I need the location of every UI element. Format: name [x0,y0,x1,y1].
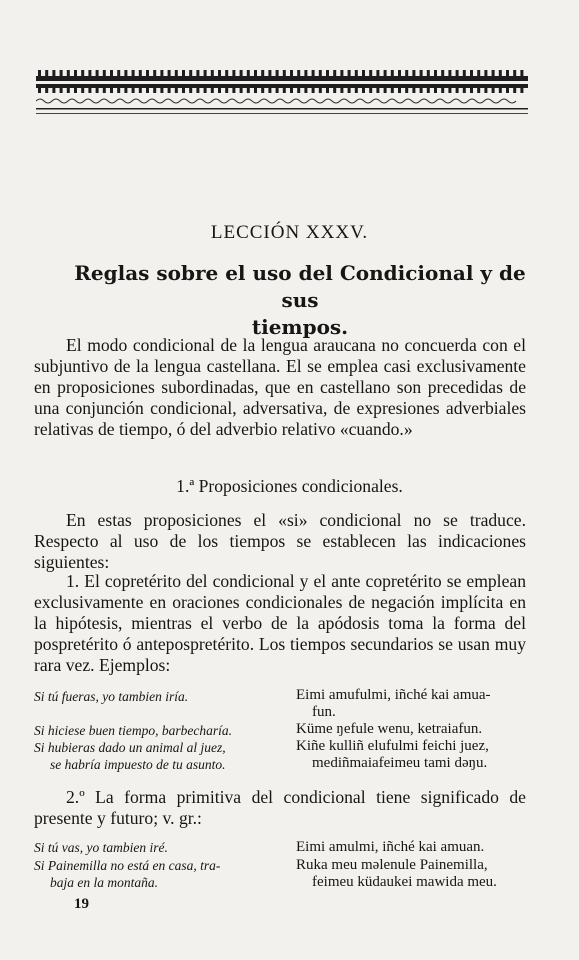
ornament-tick [333,88,336,93]
ornament-tick [283,70,286,76]
example-line: Si Painemilla no está en casa, tra- [34,858,221,873]
ornament-tick [153,70,156,76]
ornament-tick [463,88,466,93]
ornament-tick [499,88,502,93]
example-5-araucanian [296,857,526,891]
section-title-line-1: Reglas sobre el uso del Condicional y de sus [74,261,526,312]
ornament-tick [326,70,329,76]
ornament-tick [513,88,516,93]
ornament-tick [160,88,163,93]
conditional-paragraph: En estas proposiciones el «si» condicional no se traduce. Respecto al uso de los tiempos se establecen las indicaciones siguientes: [34,510,526,572]
ornament-tick [225,88,228,93]
ornament-tick [369,70,372,76]
example-line: Si tú fueras, yo tambien iría. [34,689,189,704]
ornament-tick [484,70,487,76]
ornament-tick [506,88,509,93]
ornament-tick [67,70,70,76]
ornament-tick [268,70,271,76]
ornament-tick [182,70,185,76]
ornament-tick [376,70,379,76]
ornament-tick [420,70,423,76]
ornament-tick [420,88,423,93]
ornament-tick [312,88,315,93]
ornament-tick [240,70,243,76]
ornament-tick [448,88,451,93]
ornament-tick [88,70,91,76]
ornament-tick [182,88,185,93]
lesson-title: LECCIÓN XXXV. [210,222,369,243]
ornament-tick [153,88,156,93]
ornament-tick [448,70,451,76]
example-1-spanish [34,688,284,705]
ornament-tick [362,70,365,76]
ornament-tick [261,88,264,93]
ornament-tick [456,70,459,76]
ornament-tick [398,70,401,76]
ornament-tick [132,70,135,76]
ornament-tick [441,88,444,93]
ornament-tick [520,70,523,76]
ornament-tick [398,88,401,93]
example-line: Eimi amufulmi, iñché kai amua- [296,687,491,703]
decorative-header-ornament [36,68,528,120]
ornament-tick [427,70,430,76]
ornament-tick [276,88,279,93]
ornament-tick [247,70,250,76]
ornament-tick [254,88,257,93]
ornament-tick [38,70,41,76]
ornament-tick [52,88,55,93]
ornament-tick [175,88,178,93]
ornament-tick [110,70,113,76]
subsection-title: 1.ª Proposiciones condicionales. [176,476,403,496]
example-2-araucanian [296,721,526,738]
ornament-tick [204,70,207,76]
intro-paragraph: El modo condicional de la lengua araucana no concuerda con el subjuntivo de la lengua castellana. El se emplea casi exclusivamente en proposiciones subordinadas, que en castellano son precedidas de una conjunción condicional, adversativa, de expresiones adverbiales relativas de tiempo, ó del adverbio relativo «cuando.» [34,335,526,439]
ornament-rule-2 [36,113,528,114]
example-line: Si tú vas, yo tambien iré. [34,840,168,855]
ornament-tick [218,70,221,76]
ornament-tick [297,88,300,93]
ornament-tick [60,70,63,76]
ornament-tick [412,88,415,93]
ornament-tick [434,88,437,93]
ornament-tick [74,88,77,93]
ornament-tick [290,88,293,93]
ornament-tick [261,70,264,76]
ornament-tick [376,88,379,93]
ornament-tick [117,70,120,76]
example-line: Si hubieras dado un animal al juez, [34,740,226,755]
ornament-tick [103,70,106,76]
ornament-tick [96,88,99,93]
example-line: Kiñe kulliñ elufulmi feichi juez, [296,738,489,754]
ornament-tick [470,70,473,76]
example-line: Ruka meu məlenule Painemilla, [296,857,488,873]
ornament-tick [45,70,48,76]
page-number: 19 [74,896,89,912]
ornament-tick [74,70,77,76]
ornament-tick [333,70,336,76]
ornament-tick [110,88,113,93]
ornament-tick [391,88,394,93]
ornament-tick [168,88,171,93]
ornament-tick [492,88,495,93]
ornament-tick [340,88,343,93]
ornament-tick [319,88,322,93]
ornament-wavy-line [36,99,516,103]
ornament-tick [348,88,351,93]
ornament-tick [67,88,70,93]
ornament-tick [225,70,228,76]
ornament-tick [88,88,91,93]
ornament-tick [218,88,221,93]
example-3-spanish [34,739,284,773]
example-line: mediñmaiafeimeu tami dəŋu. [312,755,488,771]
rule-2-paragraph: 2.º La forma primitiva del condicional tiene significado de presente y futuro; v. gr.: [34,787,526,828]
section-title [70,260,530,341]
ornament-tick [412,70,415,76]
ornament-tick [232,70,235,76]
ornament-tick [492,70,495,76]
ornament-tick [304,70,307,76]
example-line: baja en la montaña. [50,875,158,890]
ornament-tick [283,88,286,93]
ornament-tick [456,88,459,93]
ornament-tick [304,88,307,93]
ornament-tick [470,88,473,93]
ornament-tick [499,70,502,76]
ornament-tick [139,70,142,76]
ornament-tick [355,70,358,76]
ornament-tick [405,88,408,93]
example-line: Eimi amulmi, iñché kai amuan. [296,839,485,855]
ornament-tick [146,70,149,76]
ornament-tick [117,88,120,93]
ornament-tick [384,88,387,93]
ornament-tick [427,88,430,93]
ornament-tick [434,70,437,76]
example-line: Si hiciese buen tiempo, barbecharía. [34,723,232,738]
ornament-tick [211,70,214,76]
ornament-tick [268,88,271,93]
ornament-tick [441,70,444,76]
ornament-tick [196,88,199,93]
ornament-tick [513,70,516,76]
ornament-tick [463,70,466,76]
ornament-tick [312,70,315,76]
ornament-tick [45,88,48,93]
ornament-tick [477,88,480,93]
ornament-tick [175,70,178,76]
ornament-tick [247,88,250,93]
ornament-bottom-band [36,84,528,88]
ornament-tick [81,88,84,93]
example-5-spanish [34,857,284,891]
ornament-tick [124,70,127,76]
example-line: fun. [312,704,336,720]
example-4-araucanian [296,839,526,856]
ornament-tick [340,70,343,76]
ornament-tick [232,88,235,93]
ornament-tick [168,70,171,76]
ornament-tick [355,88,358,93]
example-1-araucanian [296,687,526,721]
example-line: Küme ŋefule wenu, ketraiafun. [296,721,483,737]
ornament-tick [319,70,322,76]
ornament-tick [52,70,55,76]
ornament-tick [240,88,243,93]
ornament-tick [81,70,84,76]
ornament-tick [196,70,199,76]
ornament-tick [189,70,192,76]
ornament-tick [160,70,163,76]
ornament-tick [384,70,387,76]
ornament-tick [290,70,293,76]
ornament-tick [204,88,207,93]
ornament-tick [362,88,365,93]
ornament-top-band [36,76,528,81]
ornament-tick [124,88,127,93]
ornament-tick [369,88,372,93]
ornament-tick [96,70,99,76]
ornament-tick [276,70,279,76]
ornament-tick [484,88,487,93]
ornament-tick [477,70,480,76]
ornament-tick [103,88,106,93]
example-4-spanish [34,839,284,856]
ornament-tick [139,88,142,93]
ornament-rule-1 [36,108,528,110]
ornament-tick [405,70,408,76]
ornament-tick [348,70,351,76]
ornament-tick [506,70,509,76]
rule-1-paragraph: 1. El copretérito del condicional y el ante copretérito se emplean exclusivamente en oraciones condicionales de negación implícita en la hipótesis, mientras el verbo de la apódosis toma la forma del pospretérito ó antepospretérito. Los tiempos secundarios se usan muy rara vez. Ejemplos: [34,571,526,675]
example-line: se habría impuesto de tu asunto. [50,757,226,772]
example-line: feimeu küdaukei mawida meu. [312,874,497,890]
ornament-tick [254,70,257,76]
ornament-tick [60,88,63,93]
ornament-tick [297,70,300,76]
ornament-tick [132,88,135,93]
ornament-tick [211,88,214,93]
ornament-tick [38,88,41,93]
ornament-tick [189,88,192,93]
ornament-tick [520,88,523,93]
example-3-araucanian [296,738,526,772]
example-2-spanish [34,722,284,739]
ornament-tick [391,70,394,76]
section-title-line-2: tiempos. [251,315,349,339]
ornament-tick [326,88,329,93]
ornament-tick [146,88,149,93]
